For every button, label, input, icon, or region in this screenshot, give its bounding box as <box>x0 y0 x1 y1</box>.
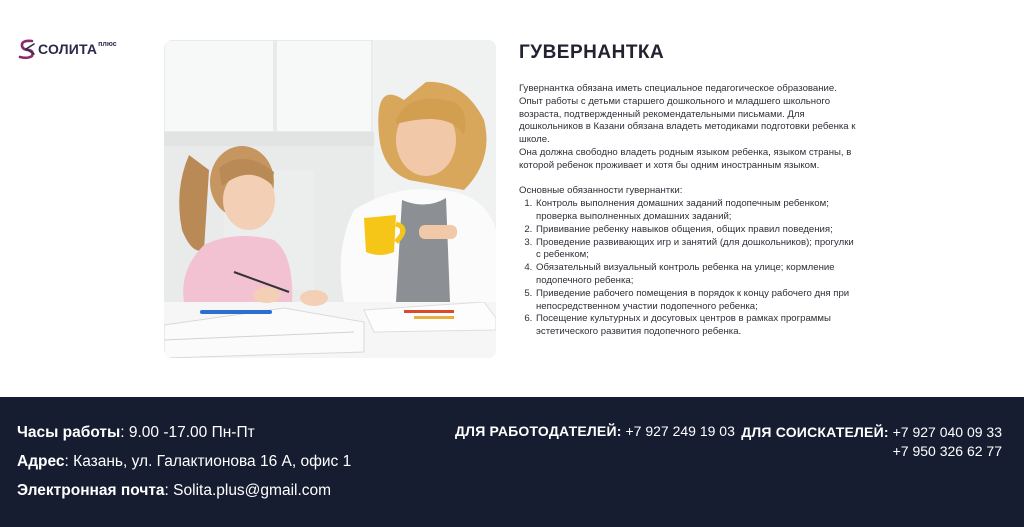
seekers-label: ДЛЯ СОИСКАТЕЛЕЙ: <box>741 424 889 440</box>
hours-label: Часы работы <box>17 424 121 441</box>
employers-phone-link[interactable]: +7 927 249 19 03 <box>621 423 735 439</box>
list-item: 3. Проведение развивающих игр и занятий (для дошкольников); прогулки с ребенком; <box>535 237 859 263</box>
page-title: ГУВЕРНАНТКА <box>519 42 665 63</box>
duties-title: Основные обязанности гувернантки: <box>519 185 683 197</box>
solita-s-logo-icon <box>17 38 37 60</box>
seekers-contacts <box>741 423 1002 461</box>
paragraph: Гувернантка обязана иметь специальное педагогическое образование. <box>519 83 837 94</box>
address <box>17 453 351 471</box>
site-logo[interactable] <box>17 38 117 60</box>
list-item: 1. Контроль выполнения домашних заданий подопечным ребенком; проверка выполненных домашних заданий; <box>535 198 859 224</box>
hours-value: : 9.00 -17.00 Пн-Пт <box>120 424 255 441</box>
working-hours <box>17 424 255 442</box>
paragraph: Опыт работы с детьми старшего дошкольного и младшего школьного возраста, подтвержденный рекомендательными письмами. Для дошкольников в Казани обязана владеть методиками подготовки ребенка к школе. <box>519 95 856 146</box>
email-link[interactable]: Solita.plus@gmail.com <box>173 482 332 499</box>
list-item: 2. Прививание ребенку навыков общения, общих правил поведения; <box>535 224 859 237</box>
logo-text: СОЛИТА <box>38 41 98 57</box>
employers-contacts <box>455 423 735 439</box>
email-label: Электронная почта <box>17 482 165 499</box>
email <box>17 482 331 500</box>
spacer <box>519 173 859 186</box>
paragraph: Она должна свободно владеть родным языком ребенка, языком страны, в которой ребенок проживает и хотя бы одним иностранным языком. <box>519 146 852 171</box>
logo-suffix: плюс <box>98 40 117 48</box>
governess-photo <box>164 40 496 358</box>
list-item: 6. Посещение культурных и досуговых центров в рамках программы эстетического развития подопечного ребенка. <box>535 313 859 339</box>
footer <box>0 397 1024 527</box>
employers-label: ДЛЯ РАБОТОДАТЕЛЕЙ: <box>455 423 622 439</box>
address-label: Адрес <box>17 453 65 470</box>
list-item: 4. Обязательный визуальный контроль ребенка на улице; кормление подопечного ребенка; <box>535 262 859 288</box>
duties-list <box>519 198 859 339</box>
address-value: : Казань, ул. Галактионова 16 А, офис 1 <box>64 453 352 470</box>
article <box>519 42 859 339</box>
seekers-phone-link[interactable]: +7 927 040 09 33 <box>888 424 1002 440</box>
seekers-phone-link-2[interactable]: +7 950 326 62 77 <box>892 443 1002 459</box>
email-separator: : <box>164 482 174 499</box>
list-item: 5. Приведение рабочего помещения в порядок к концу рабочего дня при непосредственном участии подопечного ребенка; <box>535 288 859 314</box>
